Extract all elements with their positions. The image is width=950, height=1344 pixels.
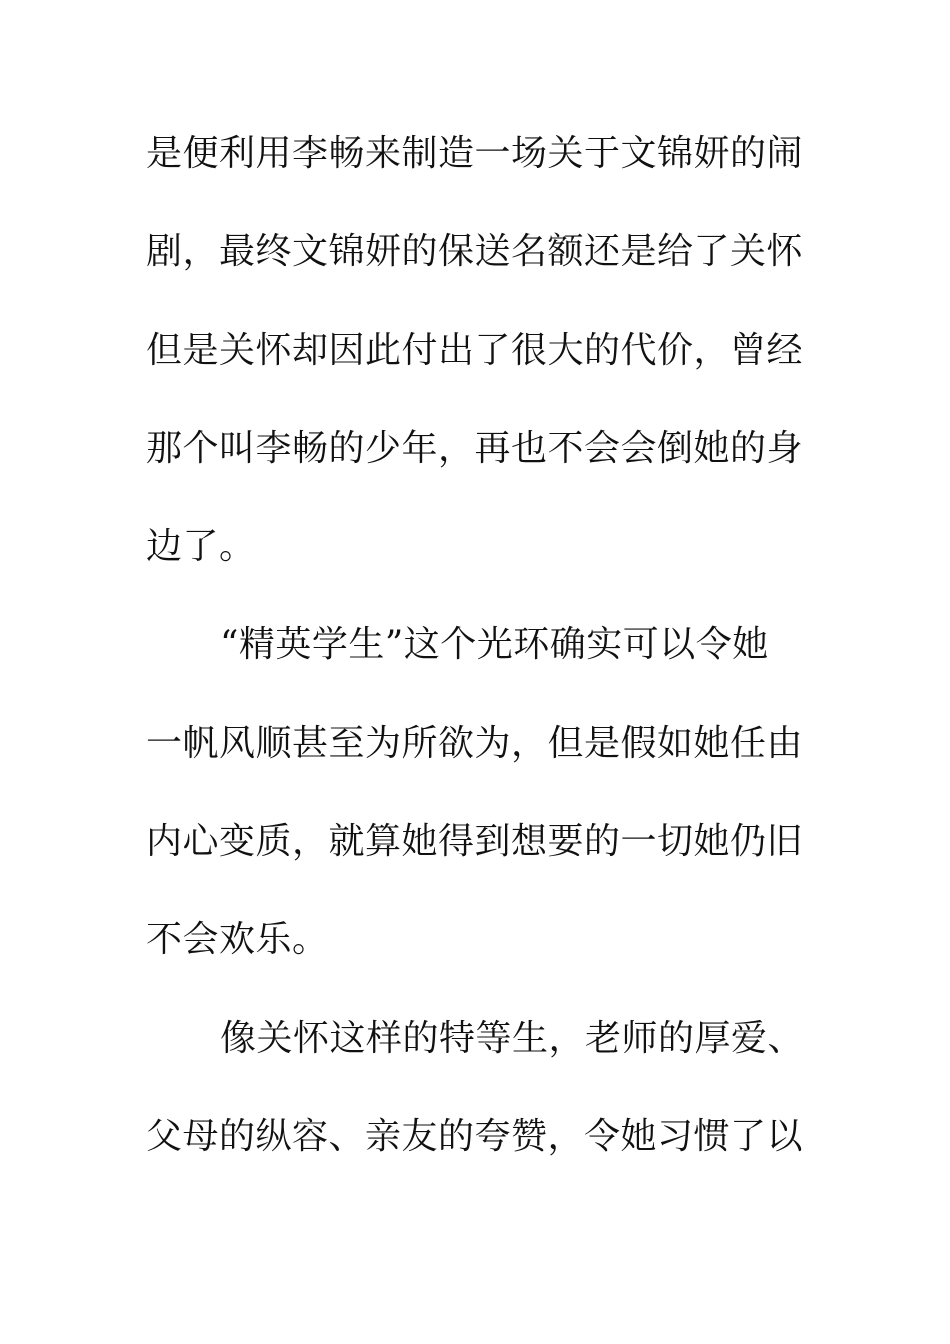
text-line: 那个叫李畅的少年，再也不会会倒她的身 [146,427,804,469]
text-line: 是便利用李畅来制造一场关于文锦妍的闹 [146,133,804,174]
text-line: 不会欢乐。 [146,919,329,961]
text-line: 边了。 [146,526,256,568]
paragraph-start-line: “精英学生”这个光环确实可以令她 [220,624,769,666]
text-line: 父母的纵容、亲友的夸赞，令她习惯了以 [146,1115,804,1157]
body-text [146,124,811,1205]
text-line: 剧，最终文锦妍的保送名额还是给了关怀 [146,231,804,273]
paragraph-start-line: 像关怀这样的特等生，老师的厚爱、 [220,1017,805,1059]
text-line: 但是关怀却因此付出了很大的代价，曾经 [146,329,804,371]
text-line: 一帆风顺甚至为所欲为，但是假如她任由 [146,722,804,764]
text-line: 内心变质，就算她得到想要的一切她仍旧 [146,821,804,863]
